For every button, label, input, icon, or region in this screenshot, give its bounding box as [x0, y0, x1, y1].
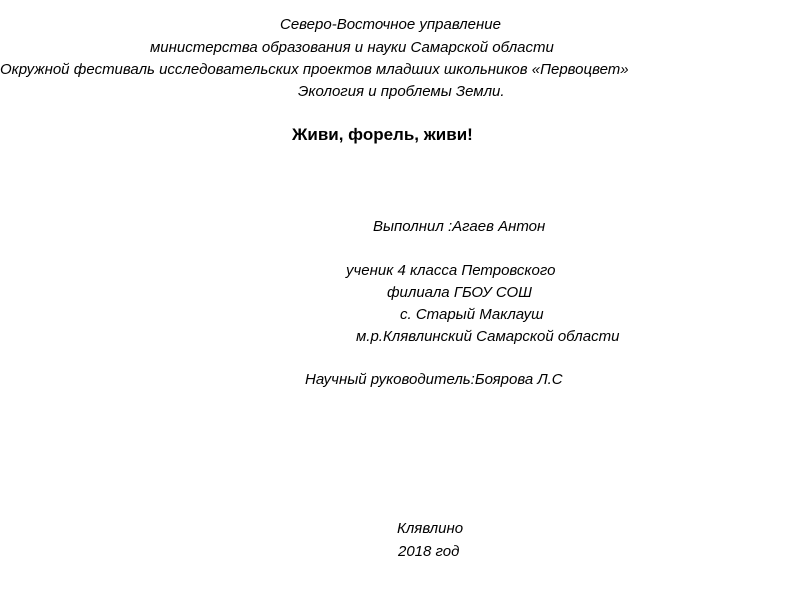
footer-year: 2018 год [398, 543, 460, 560]
author-student: ученик 4 класса Петровского [346, 262, 556, 279]
author-district: м.р.Клявлинский Самарской области [356, 328, 620, 345]
author-performed-by: Выполнил :Агаев Антон [373, 218, 546, 235]
page-title: Живи, форель, живи! [292, 125, 473, 144]
header-section: Экология и проблемы Земли. [298, 83, 505, 100]
header-festival: Окружной фестиваль исследовательских проектов младших школьников «Первоцвет» [0, 61, 629, 78]
author-branch: филиала ГБОУ СОШ [387, 284, 532, 301]
supervisor: Научный руководитель:Боярова Л.С [305, 371, 563, 388]
footer-city: Клявлино [397, 520, 464, 537]
header-ministry: министерства образования и науки Самарской области [150, 39, 554, 56]
author-village: с. Старый Маклауш [400, 306, 544, 323]
header-organization: Северо-Восточное управление [280, 16, 501, 33]
